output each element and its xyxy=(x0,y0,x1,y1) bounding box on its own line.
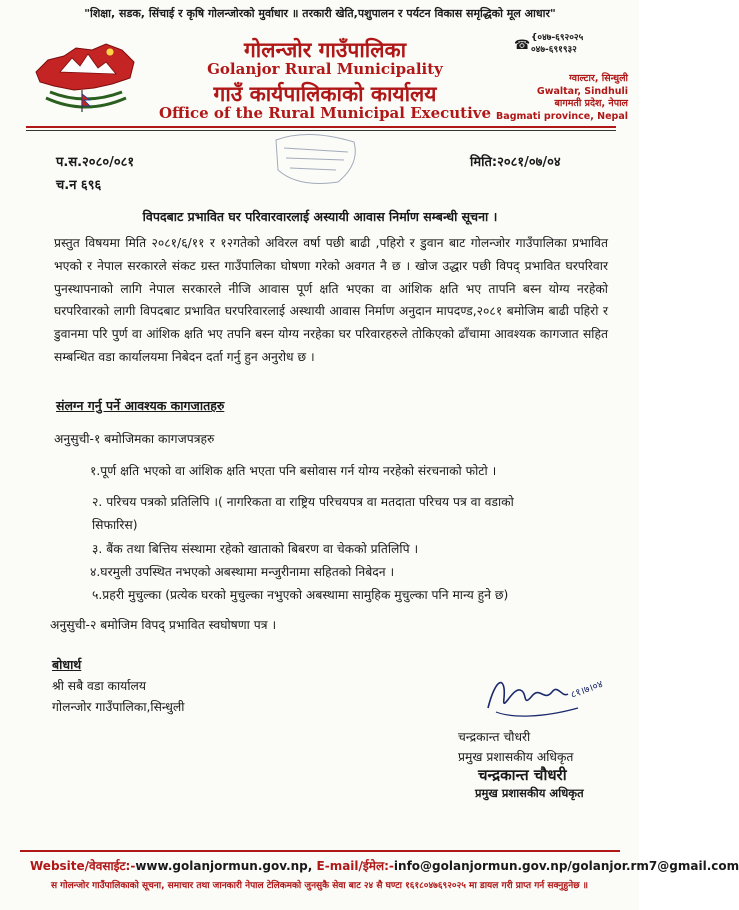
document-item: २. परिचय पत्रको प्रतिलिपि ।( नागरिकता वा राष्ट्रिय परिचयपत्र वा मतदाता परिचय पत्र वा वडाको xyxy=(92,495,514,509)
address-line: Gwaltar, Sindhuli xyxy=(536,85,628,97)
phone-icon: ☎ xyxy=(514,38,531,53)
slogan: "शिक्षा, सडक, सिंचाई र कृषि गोलन्जोरको मुर्वाधार ॥ तरकारी खेति,पशुपालन र पर्यटन विकास समृद्धिको मूल आधार" xyxy=(84,7,556,20)
document-item: ३. बैंक तथा बित्तिय संस्थामा रहेको खाताको बिबरण वा चेकको प्रतिलिपि । xyxy=(92,542,419,556)
office-name-np: गाउँ कार्यपालिकाको कार्यालय xyxy=(213,82,437,106)
letter-date: मिति:२०८१/०७/०४ xyxy=(470,155,561,170)
document-item-continued: सिफारिस) xyxy=(92,518,138,532)
header-divider xyxy=(26,126,616,128)
annex-1-label: अनुसुची-१ बमोजिमका कागजपत्रहरु xyxy=(54,432,215,446)
footer-divider xyxy=(20,850,620,852)
office-name-en: Office of the Rural Municipal Executive xyxy=(158,104,492,122)
website-link[interactable]: www.golanjormun.gov.np, xyxy=(135,859,313,873)
cc-line: श्री सबै वडा कार्यालय xyxy=(52,679,146,693)
contact-footer xyxy=(30,857,739,874)
required-documents-heading: संलग्न गर्नु पर्ने आवश्यक कागजातहरु xyxy=(56,398,225,413)
municipality-name-np: गोलन्जोर गाउँपालिका xyxy=(243,38,407,62)
nepal-emblem-logo xyxy=(30,32,140,124)
document-item: ४.घरमुली उपस्थित नभएको अबस्थामा मन्जुरीनामा सहितको निबेदन । xyxy=(90,565,395,579)
office-stamp xyxy=(268,130,364,190)
address-block xyxy=(488,73,628,123)
email-label: E-mail/ईमेल:- xyxy=(312,859,394,873)
dispatch-number: च.न ६९६ xyxy=(56,178,102,193)
seal-name: चन्द्रकान्त चौधरी xyxy=(478,766,567,784)
cc-heading: बोधार्थ xyxy=(52,657,82,672)
document-item: १.पूर्ण क्षति भएको वा आंशिक क्षति भएता पनि बसोवास गर्न योग्य नरहेको संरचनाको फोटो । xyxy=(90,464,497,478)
notice-subject: विपदबाट प्रभावित घर परिवारवारलाई अस्यायी आवास निर्माण सम्बन्धी सूचना । xyxy=(142,209,498,224)
address-line: बागमती प्रदेश, नेपाल xyxy=(554,98,628,109)
annex-2-label: अनुसुची-२ बमोजिम विपद् प्रभावित स्वघोषणा पत्र । xyxy=(50,618,277,632)
signatory-title: प्रमुख प्रशासकीय अधिकृत xyxy=(458,750,574,764)
phone-number: ०४७-६९१९३२ xyxy=(531,45,577,55)
seal-title: प्रमुख प्रशासकीय अधिकृत xyxy=(475,786,584,800)
notice-body: प्रस्तुत विषयमा मिति २०८१/६/११ र १२गतेको अविरल वर्षा पछी बाढी ,पहिरो र डुवान बाट गोलन्जोर गाउँपालिका प्रभावित भएको र नेपाल सरकारले संकट ग्रस्त गाउँपालिका घोषणा गरेको अवगत नै छ । खोज उद्धार पछी विपद् प्रभावित घरपरिवार पुनस्थापनाको लागि नेपाल सरकारले नीजि आवास पूर्ण क्षति भएका वा आंशिक क्षति भए तापनि बस्न योग्य नरहेको घरपरिवारको लागी विपदबाट प्रभावित घरपरिवारलाई अस्थायी आवास निर्माण अनुदान मापदण्ड,२०८१ बमोजिम बाढी पहिरो र डुवानमा परि पुर्ण वा आंशिक क्षति भए तपनि बस्न योग्य नरहेका घर परिवारहरुले तोकिएको ढाँचामा आवश्यक कागजात सहित सम्बन्धित वडा कार्यालयमा निबेदन दर्ता गर्नु हुन अनुरोध छ । xyxy=(54,236,608,364)
email-link[interactable]: info@golanjormun.gov.np/golanjor.rm7@gmail.com xyxy=(393,859,739,873)
address-line: Bagmati province, Nepal xyxy=(496,110,628,122)
cc-line: गोलन्जोर गाउँपालिका,सिन्धुली xyxy=(52,700,185,714)
website-label: Website/वेवसाईट:- xyxy=(30,859,136,873)
telecom-service-note: स गोलन्जोर गाउँपालिकाको सूचना, समाचार तथा जानकारी नेपाल टेलिकमको जुनसुकै सेवा बाट २४ सै घण्टा १६१८०४७६९२०२५ मा डायल गरी प्राप्त गर्न सक्नुहुनेछ ॥ xyxy=(50,881,589,891)
signature-date: ८१।७।०४ xyxy=(569,678,605,701)
signatory-name: चन्द्रकान्त चौधरी xyxy=(458,730,531,744)
phone-numbers xyxy=(531,32,583,56)
handwritten-signature xyxy=(482,668,605,724)
address-line: ग्वाल्टार, सिन्धुली xyxy=(569,73,628,84)
phone-number: {०४७-६९२०२५ xyxy=(531,33,584,43)
document-item: ५.प्रहरी मुचुल्का (प्रत्येक घरको मुचुल्का नभुएको अबस्थामा सामुहिक मुचुल्का पनि मान्य हुने छ) xyxy=(92,588,509,602)
reference-number: प.स.२०८०/०८१ xyxy=(56,155,135,170)
municipality-name-en: Golanjor Rural Municipality xyxy=(207,60,443,78)
